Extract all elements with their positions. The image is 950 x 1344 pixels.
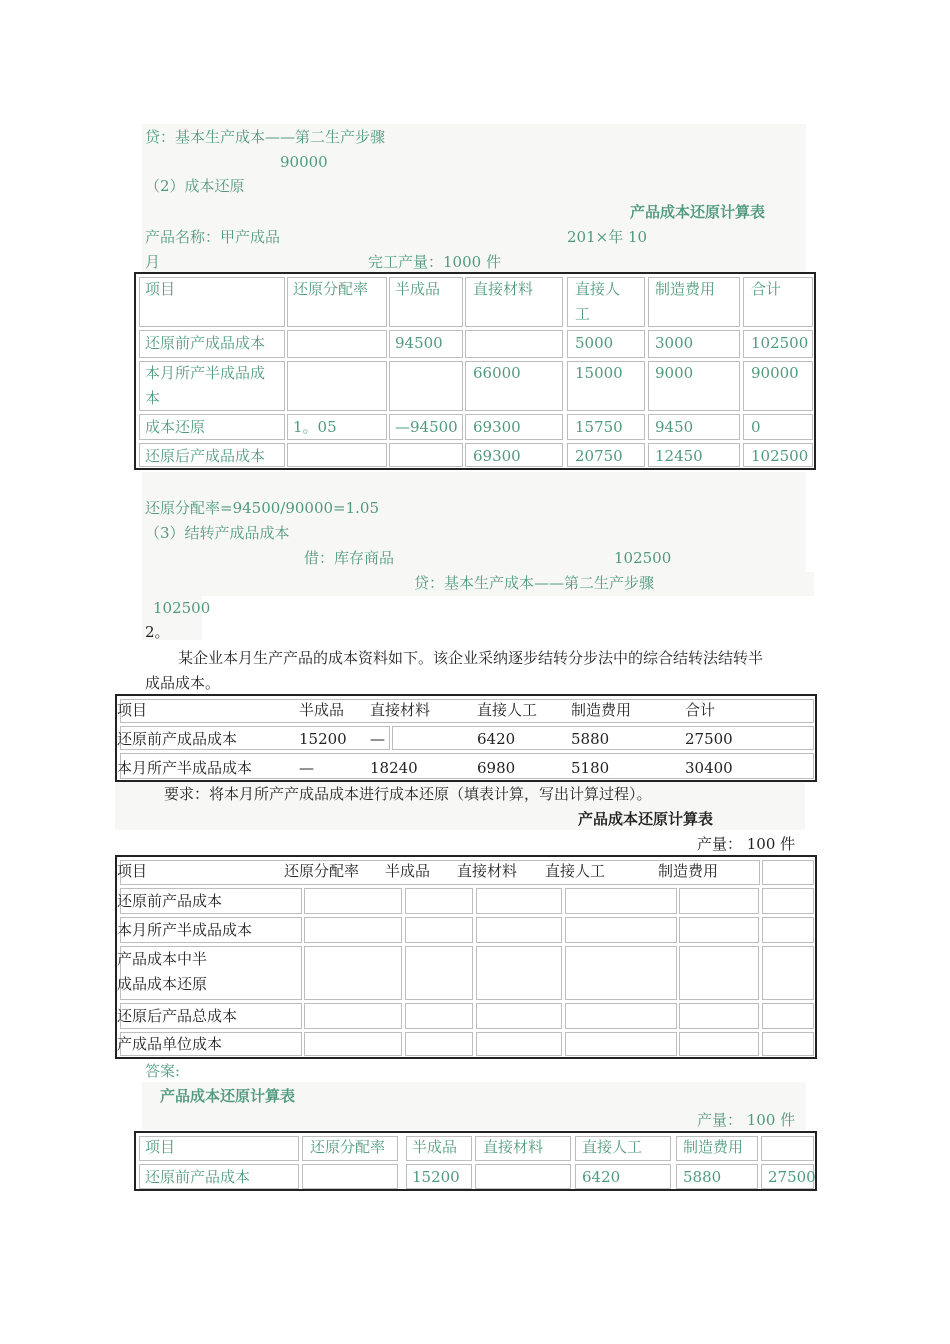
a-r1-total: 27500 xyxy=(768,1168,816,1186)
a-r1-item: 还原前产品成本 xyxy=(145,1168,251,1186)
d-r2-labor: 6980 xyxy=(477,759,516,777)
t1-r4-item: 还原后产成品成本 xyxy=(145,447,266,465)
credit-line: 贷：基本生产成本——第二生产步骤 xyxy=(145,128,386,146)
answer-label: 答案: xyxy=(145,1062,181,1080)
t1-r2-labor: 15000 xyxy=(575,364,623,382)
t1-h-material: 直接材料 xyxy=(473,280,534,298)
mid-band xyxy=(142,472,806,572)
d-r1-overhead: 5880 xyxy=(571,730,610,748)
t1-h-item: 项目 xyxy=(145,280,176,298)
t1-r4-total: 102500 xyxy=(751,447,809,465)
t1-r1-semi: 94500 xyxy=(395,334,443,352)
d-h-item: 项目 xyxy=(117,701,148,719)
t1-h-rate: 还原分配率 xyxy=(293,280,369,298)
a-h-overhead: 制造费用 xyxy=(683,1138,744,1156)
answer-table xyxy=(134,1131,817,1191)
t1-h-total: 合计 xyxy=(751,280,782,298)
b-h-item: 项目 xyxy=(117,862,148,880)
date-part-a: 201×年 10 xyxy=(567,228,648,246)
d-h-overhead: 制造费用 xyxy=(571,701,632,719)
a-r1-overhead: 5880 xyxy=(683,1168,722,1186)
credit-amount: 90000 xyxy=(280,153,328,171)
t1-r3-overhead: 9450 xyxy=(655,418,694,436)
t1-r3-total: 0 xyxy=(751,418,761,436)
step3-title: （3）结转产成品成本 xyxy=(145,524,290,542)
t1-r4-material: 69300 xyxy=(473,447,521,465)
table1 xyxy=(134,272,816,470)
question-para-1: 某企业本月生产产品的成本资料如下。该企业采纳逐步结转分步法中的综合结转法结转半 xyxy=(178,649,764,667)
d-r2-overhead: 5180 xyxy=(571,759,610,777)
d-r1-labor: 6420 xyxy=(477,730,516,748)
d-h-labor: 直接人工 xyxy=(477,701,538,719)
a-h-item: 项目 xyxy=(145,1138,176,1156)
d-r2-item: 本月所产半成品成本 xyxy=(117,759,253,777)
d-r1-material: — xyxy=(370,730,385,748)
d-h-semi: 半成品 xyxy=(299,701,345,719)
d-r1-total: 27500 xyxy=(685,730,733,748)
t1-r1-total: 102500 xyxy=(751,334,809,352)
b-r3-item-wrap: 成品成本还原 xyxy=(117,975,208,993)
d-r2-semi: — xyxy=(299,759,314,777)
a-h-rate: 还原分配率 xyxy=(310,1138,386,1156)
step2-title: （2）成本还原 xyxy=(145,177,245,195)
t1-r3-labor: 15750 xyxy=(575,418,623,436)
t1-h-labor: 直接人 xyxy=(575,280,621,298)
debit-line: 借：库存商品 xyxy=(304,549,395,567)
b-r1-item: 还原前产品成本 xyxy=(117,892,223,910)
t1-h-labor-wrap: 工 xyxy=(575,305,591,323)
b-h-labor: 直接人工 xyxy=(545,862,606,880)
table2-title: 产品成本还原计算表 xyxy=(578,810,714,828)
date-part-b: 月 xyxy=(145,253,161,271)
t1-r4-labor: 20750 xyxy=(575,447,623,465)
a-h-material: 直接材料 xyxy=(483,1138,544,1156)
b-h-rate: 还原分配率 xyxy=(284,862,360,880)
b-h-semi: 半成品 xyxy=(385,862,431,880)
a-h-labor: 直接人工 xyxy=(582,1138,643,1156)
a-h-semi: 半成品 xyxy=(412,1138,458,1156)
b-r4-item: 还原后产品总成本 xyxy=(117,1007,238,1025)
t1-h-semi: 半成品 xyxy=(395,280,441,298)
t1-h-overhead: 制造费用 xyxy=(655,280,716,298)
t1-r2-overhead: 9000 xyxy=(655,364,694,382)
d-h-total: 合计 xyxy=(685,701,716,719)
a-r1-semi: 15200 xyxy=(412,1168,460,1186)
data-table xyxy=(115,694,817,782)
t1-r3-material: 69300 xyxy=(473,418,521,436)
t1-r2-total: 90000 xyxy=(751,364,799,382)
answer-table-title: 产品成本还原计算表 xyxy=(160,1087,296,1105)
debit-amount: 102500 xyxy=(614,549,672,567)
t1-r2-item-wrap: 本 xyxy=(145,389,161,407)
d-r2-total: 30400 xyxy=(685,759,733,777)
t1-r2-material: 66000 xyxy=(473,364,521,382)
b-h-material: 直接材料 xyxy=(457,862,518,880)
credit-amount-2: 102500 xyxy=(153,599,211,617)
a-r1-labor: 6420 xyxy=(582,1168,621,1186)
d-h-material: 直接材料 xyxy=(370,701,431,719)
t1-r3-rate: 1。05 xyxy=(293,418,337,436)
b-r2-item: 本月所产半成品成本 xyxy=(117,921,253,939)
blank-table xyxy=(115,855,817,1059)
product-name: 产品名称：甲产成品 xyxy=(145,228,281,246)
credit-line-2: 贷：基本生产成本——第二生产步骤 xyxy=(414,574,655,592)
d-r1-item: 还原前产成品成本 xyxy=(117,730,238,748)
b-h-overhead: 制造费用 xyxy=(658,862,719,880)
t1-r2-item: 本月所产半成品成 xyxy=(145,364,266,382)
d-r1-semi: 15200 xyxy=(299,730,347,748)
table2-output: 产量： 100 件 xyxy=(697,835,796,853)
t1-r1-overhead: 3000 xyxy=(655,334,694,352)
table1-title: 产品成本还原计算表 xyxy=(630,203,766,221)
answer-output: 产量： 100 件 xyxy=(697,1111,796,1129)
question-para-2: 成品成本。 xyxy=(145,674,221,692)
t1-r1-item: 还原前产成品成本 xyxy=(145,334,266,352)
rate-formula: 还原分配率=94500/90000=1.05 xyxy=(145,499,380,517)
question-number: 2。 xyxy=(145,623,170,641)
b-r5-item: 产成品单位成本 xyxy=(117,1035,223,1053)
d-r2-material: 18240 xyxy=(370,759,418,777)
b-r3-item: 产品成本中半 xyxy=(117,950,208,968)
t1-r3-item: 成本还原 xyxy=(145,418,206,436)
output-qty: 完工产量：1000 件 xyxy=(368,253,501,271)
requirement: 要求：将本月所产产成品成本进行成本还原（填表计算，写出计算过程）。 xyxy=(164,785,652,803)
t1-r1-labor: 5000 xyxy=(575,334,614,352)
t1-r3-semi: —94500 xyxy=(395,418,458,436)
t1-r4-overhead: 12450 xyxy=(655,447,703,465)
